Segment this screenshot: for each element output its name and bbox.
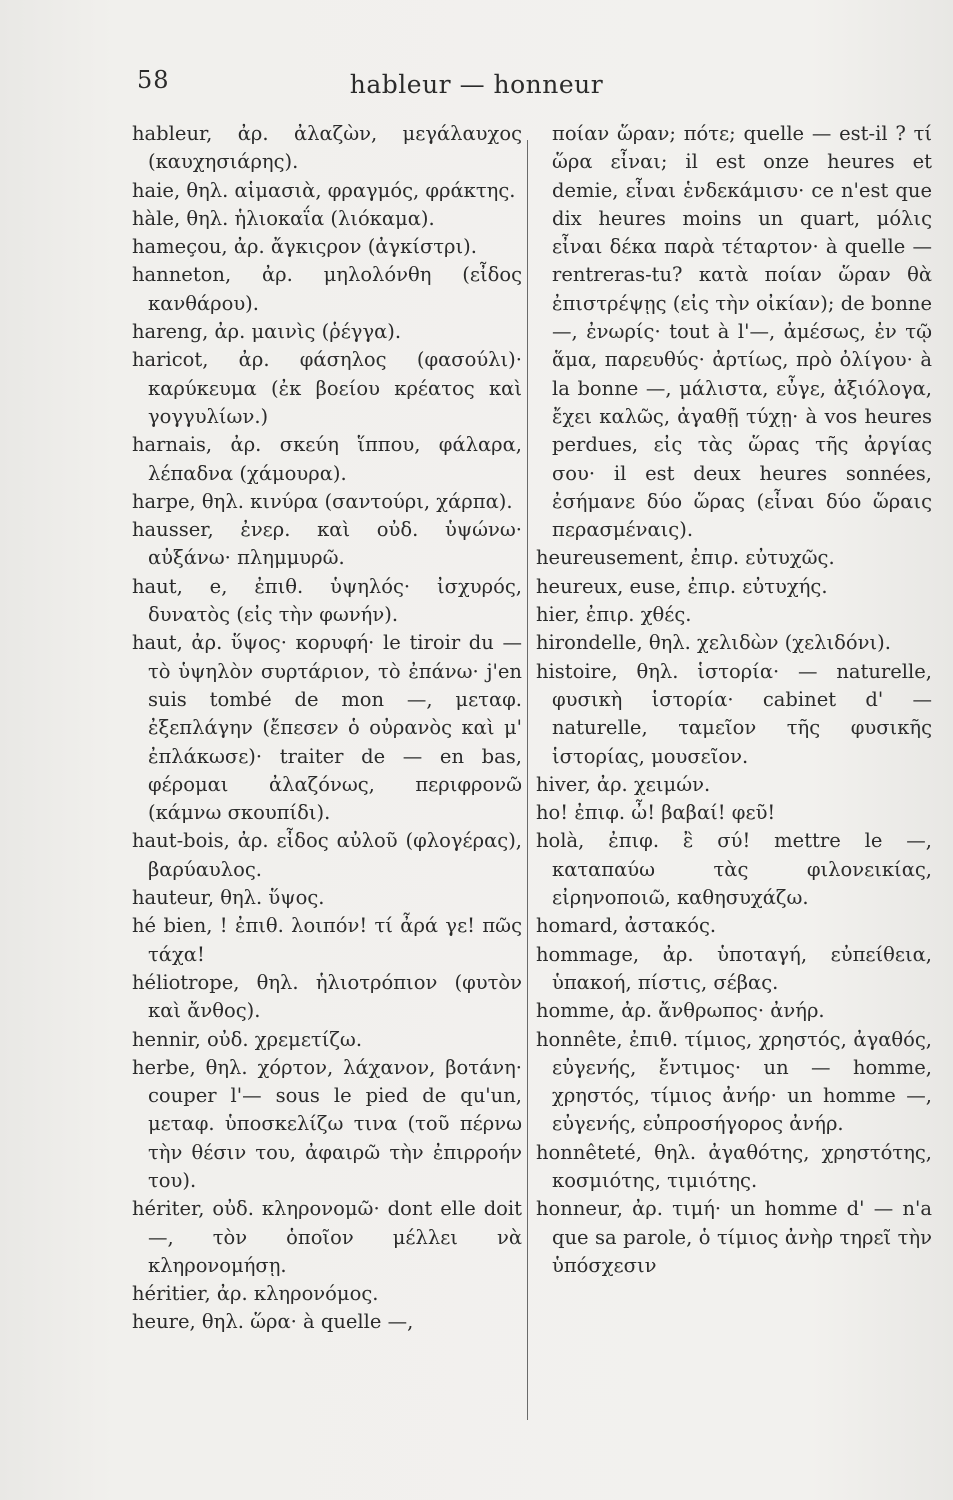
- entry: honneur, ἀρ. τιμή· un homme d' — n'a que sa parole, ὁ τίμιος ἀνὴρ τηρεῖ τὴν ὑπόσχεσιν: [536, 1197, 932, 1277]
- entry: haut, ἀρ. ὕψος· κορυφή· le tiroir du — τὸ ὑψηλὸν συρτάριον, τὸ ἐπάνω· j'en suis tombé de mon —, μεταφ. ἐξεπλάγην (ἔπεσεν ὁ οὐρανὸς καὶ μ' ἐπλάκωσε)· traiter de — en bas, φέρομαι ἀλαζόνως, περιφρονῶ (κάμνω σκουπίδι).: [132, 631, 522, 825]
- entry: histoire, θηλ. ἱστορία· — naturelle, φυσικὴ ἱστορία· cabinet d' — naturelle, ταμεῖον τῆς φυσικῆς ἱστορίας, μουσεῖον.: [536, 659, 932, 768]
- right-column: [536, 120, 932, 1430]
- entry: hé bien, ! ἐπιθ. λοιπόν! τί ἆρά γε! πῶς τάχα!: [132, 914, 522, 966]
- entry: holà, ἐπιφ. ἒ σύ! mettre le —, καταπαύω τὰς φιλονεικίας, εἰρηνοποιῶ, καθησυχάζω.: [536, 829, 932, 910]
- entry: homme, ἀρ. ἄνθρωπος· ἀνήρ.: [536, 999, 825, 1023]
- page-number: 58: [137, 66, 170, 94]
- entry: ho! ἐπιφ. ὦ! βαβαί! φεῦ!: [536, 801, 776, 825]
- entry: honnêteté, θηλ. ἀγαθότης, χρηστότης, κοσμιότης, τιμιότης.: [536, 1140, 932, 1192]
- entry: hanneton, ἀρ. μηλολόνθη (εἶδος κανθάρου).: [132, 263, 522, 315]
- entry: hàle, θηλ. ἡλιοκαΐα (λιόκαμα).: [132, 206, 435, 230]
- running-head: hableur — honneur: [349, 70, 604, 99]
- entry: haut, e, ἐπιθ. ὑψηλός· ἰσχυρός, δυνατὸς (εἰς τὴν φωνήν).: [132, 574, 522, 627]
- entry: hommage, ἀρ. ὑποταγή, εὐπείθεια, ὑπακοή, πίστις, σέβας.: [536, 942, 932, 994]
- entry: heure, θηλ. ὥρα· à quelle —,: [132, 1310, 414, 1334]
- entry: harnais, ἀρ. σκεύη ἵππου, φάλαρα, λέπαδνα (χάμουρα).: [132, 433, 522, 485]
- entry: hennir, οὐδ. χρεμετίζω.: [132, 1027, 363, 1051]
- entry: herbe, θηλ. χόρτον, λάχανον, βοτάνη· couper l'— sous le pied de qu'un, μεταφ. ὑποσκελίζω τινα (τοῦ πέρνω τὴν θέσιν του, ἀφαιρῶ τὴν ἐπιρροήν του).: [132, 1055, 522, 1192]
- entry: hirondelle, θηλ. χελιδὼν (χελιδόνι).: [536, 631, 891, 655]
- entry: héritier, ἀρ. κληρονόμος.: [132, 1282, 379, 1306]
- entry: hier, ἐπιρ. χθές.: [536, 603, 692, 627]
- entry: haricot, ἀρ. φάσηλος (φασούλι)· καρύκευμα (ἐκ βοείου κρέατος καὶ γογγυλίων.): [132, 348, 522, 428]
- entry: homard, ἀστακός.: [536, 914, 717, 938]
- entry: hareng, ἀρ. μαινὶς (ῥέγγα).: [132, 320, 402, 344]
- entry: hameçou, ἀρ. ἄγκιςρον (ἀγκίστρι).: [132, 235, 477, 259]
- entry: hériter, οὐδ. κληρονομῶ· dont elle doit —, τὸν ὁποῖον μέλλει νὰ κληρονομήσῃ.: [132, 1197, 522, 1277]
- entry: haie, θηλ. αἱμασιὰ, φραγμός, φράκτης.: [132, 178, 516, 202]
- entry: heureusement, ἐπιρ. εὐτυχῶς.: [536, 546, 835, 570]
- entry: héliotrope, θηλ. ἡλιοτρόπιον (φυτὸν καὶ ἄνθος).: [132, 970, 522, 1023]
- entry: hiver, ἀρ. χειμών.: [536, 772, 711, 796]
- entry: harpe, θηλ. κινύρα (σαντούρι, χάρπα).: [132, 489, 513, 513]
- left-column: [132, 120, 522, 1430]
- entry: hableur, ἀρ. ἀλαζὼν, μεγάλαυχος (καυχησιάρης).: [132, 122, 522, 174]
- entry: honnête, ἐπιθ. τίμιος, χρηστός, ἀγαθός, εὐγενής, ἔντιμος· un — homme, χρηστός, τίμιος ἀνήρ· un homme —, εὐγενής, εὐπροσήγορος ἀνήρ.: [536, 1027, 932, 1136]
- entry: hauteur, θηλ. ὕψος.: [132, 886, 325, 910]
- entry-continuation: ποίαν ὥραν; πότε; quelle — est-il ? τί ὥρα εἶναι; il est onze heures et demie, εἶναι ἑνδεκάμισυ· ce n'est que dix heures moins un quart, μόλις εἶναι δέκα παρὰ τέταρτον· à quelle — rentreras-tu? κατὰ ποίαν ὥραν θὰ ἐπιστρέψῃς (εἰς τὴν οἰκίαν); de bonne —, ἐνωρίς· tout à l'—, ἀμέσως, ἐν τῷ ἅμα, παρευθύς· ἀρτίως, πρὸ ὀλίγου· à la bonne —, μάλιστα, εὖγε, ἀξιόλογα, ἔχει καλῶς, ἀγαθῇ τύχῃ· à vos heures perdues, εἰς τὰς ὥρας τῆς ἀργίας σου· il est deux heures sonnées, ἐσήμανε δύο ὥρας (εἶναι δύο ὥραις περασμέναις).: [552, 122, 932, 542]
- entry: hausser, ἐνερ. καὶ οὐδ. ὑψώνω· αὐξάνω· πλημμυρῶ.: [132, 518, 522, 570]
- entry: heureux, euse, ἐπιρ. εὐτυχής.: [536, 574, 828, 598]
- column-divider: [527, 140, 528, 1420]
- entry: haut-bois, ἀρ. εἶδος αὐλοῦ (φλογέρας), βαρύαυλος.: [132, 829, 522, 881]
